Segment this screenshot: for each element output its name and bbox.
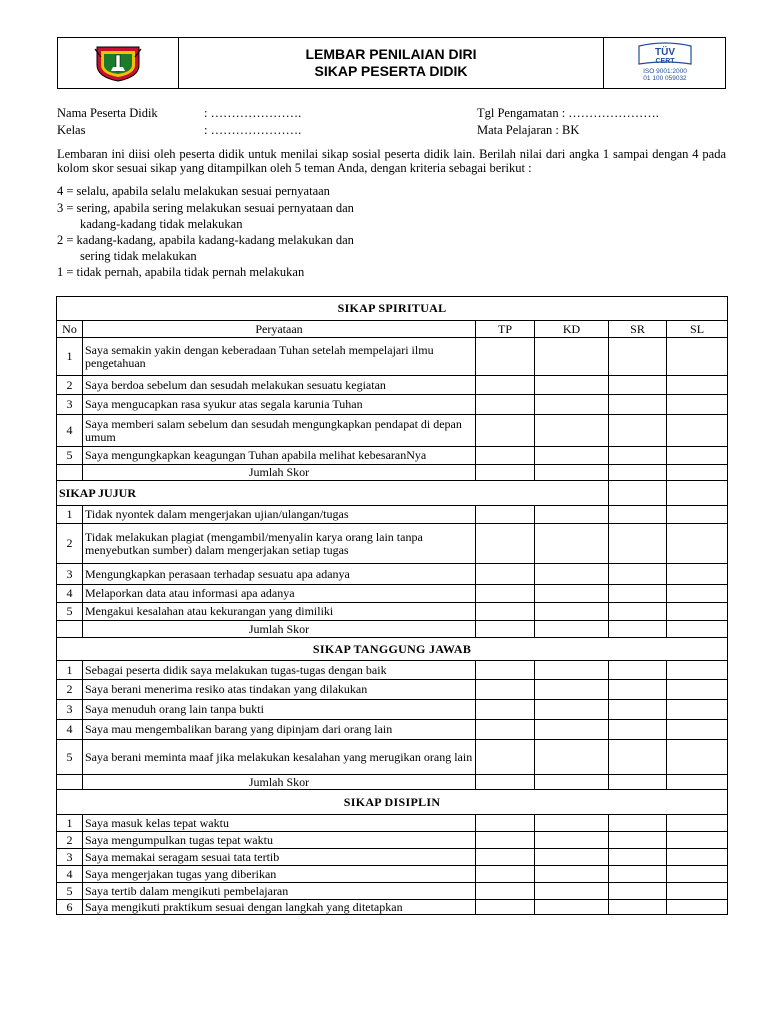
score-cell-sl[interactable]: [667, 524, 728, 564]
score-cell-kd[interactable]: [535, 900, 609, 915]
score-cell-sl[interactable]: [667, 900, 728, 915]
score-cell-kd[interactable]: [535, 849, 609, 866]
row-number: 4: [57, 720, 83, 740]
score-cell-sl[interactable]: [667, 395, 728, 415]
row-statement: Melaporkan data atau informasi apa adanya: [83, 585, 476, 603]
table-row: [57, 506, 728, 524]
score-cell-tp[interactable]: [476, 740, 535, 775]
row-statement: Saya memakai seragam sesuai tata tertib: [83, 849, 476, 866]
score-cell-sl[interactable]: [667, 661, 728, 680]
row-number: 4: [57, 415, 83, 447]
table-row: [57, 700, 728, 720]
score-cell-kd[interactable]: [535, 506, 609, 524]
kelas-label: Kelas: [57, 123, 86, 137]
table-row: [57, 338, 728, 376]
score-cell-kd[interactable]: [535, 395, 609, 415]
row-statement: Tidak melakukan plagiat (mengambil/menyalin karya orang lain tanpa menyebutkan sumber) dalam mengerjakan setiap tugas: [83, 524, 476, 564]
score-cell-kd[interactable]: [535, 603, 609, 621]
section-title-spiritual: SIKAP SPIRITUAL: [57, 297, 728, 321]
score-cell-sl[interactable]: [667, 585, 728, 603]
iso-label: ISO 9001:2000: [642, 68, 687, 75]
col-header-sl: SL: [667, 321, 728, 338]
score-cell-tp[interactable]: [476, 506, 535, 524]
score-cell-sl[interactable]: [667, 832, 728, 849]
score-cell-sl[interactable]: [667, 603, 728, 621]
score-cell-kd[interactable]: [535, 376, 609, 395]
row-number: 4: [57, 585, 83, 603]
mata-pelajaran-label: Mata Pelajaran : BK: [477, 123, 580, 137]
table-row: [57, 603, 728, 621]
score-cell-sr[interactable]: [609, 447, 667, 465]
total-row: [57, 465, 728, 481]
cert-cell: [604, 38, 725, 88]
total-row: [57, 775, 728, 790]
kelas-field[interactable]: : ………………….: [204, 123, 302, 137]
row-number: 3: [57, 700, 83, 720]
table-row: [57, 849, 728, 866]
row-number: 1: [57, 338, 83, 376]
total-cell-sl[interactable]: [667, 465, 728, 481]
col-header-sr: SR: [609, 321, 667, 338]
col-header-statement: Peryataan: [83, 321, 476, 338]
row-statement: Saya mengungkapkan keagungan Tuhan apabila melihat kebesaranNya: [83, 447, 476, 465]
score-cell-kd[interactable]: [535, 661, 609, 680]
row-number: 2: [57, 524, 83, 564]
score-cell-tp[interactable]: [476, 376, 535, 395]
score-cell-tp[interactable]: [476, 700, 535, 720]
tuv-brand: TÜV: [654, 47, 675, 58]
col-header-tp: TP: [476, 321, 535, 338]
score-cell-tp[interactable]: [476, 415, 535, 447]
table-row: [57, 900, 728, 915]
section-header-row: [57, 790, 728, 815]
table-row: [57, 815, 728, 832]
score-cell-sl[interactable]: [667, 415, 728, 447]
score-cell-sl[interactable]: [667, 740, 728, 775]
score-cell-sr[interactable]: [609, 883, 667, 900]
score-cell-kd[interactable]: [535, 866, 609, 883]
total-cell-sr[interactable]: [609, 621, 667, 638]
score-cell-kd[interactable]: [535, 680, 609, 700]
score-cell-kd[interactable]: [535, 524, 609, 564]
table-row: [57, 564, 728, 585]
total-cell-sr[interactable]: [609, 465, 667, 481]
criteria-3: 3 = sering, apabila sering melakukan sesuai pernyataan dan: [57, 201, 354, 215]
score-cell-tp[interactable]: [476, 883, 535, 900]
score-cell-sr[interactable]: [609, 415, 667, 447]
col-header-no: No: [57, 321, 83, 338]
logo-cell: [58, 38, 179, 88]
score-cell-sl[interactable]: [667, 338, 728, 376]
row-number: 5: [57, 883, 83, 900]
table-row: [57, 447, 728, 465]
row-number: 4: [57, 866, 83, 883]
score-cell-sr[interactable]: [609, 524, 667, 564]
row-number: 1: [57, 815, 83, 832]
section-header-row: [57, 297, 728, 321]
row-statement: Mengungkapkan perasaan terhadap sesuatu apa adanya: [83, 564, 476, 585]
score-cell-tp[interactable]: [476, 900, 535, 915]
score-cell-kd[interactable]: [535, 700, 609, 720]
total-cell-kd[interactable]: [535, 465, 609, 481]
nama-label: Nama Peserta Didik: [57, 106, 158, 120]
total-cell-sl[interactable]: [667, 621, 728, 638]
total-cell-kd[interactable]: [535, 775, 609, 790]
total-cell-tp[interactable]: [476, 465, 535, 481]
criteria-2: 2 = kadang-kadang, apabila kadang-kadang melakukan dan: [57, 233, 354, 247]
tuv-sub: CERT: [654, 58, 675, 65]
score-cell-sl[interactable]: [667, 815, 728, 832]
score-cell-sl[interactable]: [667, 720, 728, 740]
criteria-1: 1 = tidak pernah, apabila tidak pernah melakukan: [57, 265, 305, 279]
score-cell-kd[interactable]: [535, 832, 609, 849]
row-statement: Saya mengikuti praktikum sesuai dengan langkah yang ditetapkan: [83, 900, 476, 915]
score-cell-sr[interactable]: [609, 564, 667, 585]
row-statement: Saya masuk kelas tepat waktu: [83, 815, 476, 832]
score-cell-sl[interactable]: [667, 849, 728, 866]
row-statement: Saya mengumpulkan tugas tepat waktu: [83, 832, 476, 849]
row-statement: Saya semakin yakin dengan keberadaan Tuhan setelah mempelajari ilmu pengetahuan: [83, 338, 476, 376]
assessment-table: [56, 296, 728, 915]
score-cell-sr[interactable]: [609, 740, 667, 775]
score-cell-sl[interactable]: [667, 700, 728, 720]
score-cell-kd[interactable]: [535, 415, 609, 447]
score-cell-kd[interactable]: [535, 720, 609, 740]
row-statement: Saya berani meminta maaf jika melakukan kesalahan yang merugikan orang lain: [83, 740, 476, 775]
table-row: [57, 832, 728, 849]
table-row: [57, 883, 728, 900]
section-header-row: [57, 481, 728, 506]
score-cell-sr[interactable]: [609, 866, 667, 883]
tuv-cert-logo: [629, 42, 701, 84]
table-row: [57, 866, 728, 883]
score-cell-kd[interactable]: [535, 740, 609, 775]
score-cell-tp[interactable]: [476, 447, 535, 465]
score-cell-sr[interactable]: [609, 849, 667, 866]
score-cell-sl[interactable]: [667, 680, 728, 700]
cert-number: 01 100 059032: [642, 75, 687, 82]
row-statement: Saya menuduh orang lain tanpa bukti: [83, 700, 476, 720]
table-row: [57, 740, 728, 775]
regional-emblem-icon: [93, 43, 143, 83]
row-statement: Saya mengucapkan rasa syukur atas segala karunia Tuhan: [83, 395, 476, 415]
row-statement: Saya mengerjakan tugas yang diberikan: [83, 866, 476, 883]
row-number: 1: [57, 661, 83, 680]
total-row: [57, 621, 728, 638]
total-cell-sr[interactable]: [609, 775, 667, 790]
score-cell-sr[interactable]: [609, 815, 667, 832]
score-cell-tp[interactable]: [476, 680, 535, 700]
score-cell-tp[interactable]: [476, 661, 535, 680]
section-title-tanggung-jawab: SIKAP TANGGUNG JAWAB: [57, 638, 728, 661]
table-row: [57, 376, 728, 395]
score-cell-sr[interactable]: [609, 603, 667, 621]
table-row: [57, 415, 728, 447]
table-row: [57, 680, 728, 700]
criteria-4: 4 = selalu, apabila selalu melakukan sesuai pernyataan: [57, 184, 330, 198]
column-header-row: [57, 321, 728, 338]
row-number: 3: [57, 564, 83, 585]
table-row: [57, 720, 728, 740]
section-title-disiplin: SIKAP DISIPLIN: [57, 790, 728, 815]
row-number: 2: [57, 376, 83, 395]
score-cell-tp[interactable]: [476, 720, 535, 740]
total-cell-tp[interactable]: [476, 621, 535, 638]
score-cell-sr[interactable]: [609, 680, 667, 700]
score-cell-kd[interactable]: [535, 447, 609, 465]
score-cell-tp[interactable]: [476, 603, 535, 621]
score-cell-tp[interactable]: [476, 815, 535, 832]
row-statement: Saya berdoa sebelum dan sesudah melakukan sesuatu kegiatan: [83, 376, 476, 395]
table-row: [57, 585, 728, 603]
form-title-line2: SIKAP PESERTA DIDIK: [314, 63, 468, 79]
score-cell-sr[interactable]: [609, 338, 667, 376]
row-statement: Tidak nyontek dalam mengerjakan ujian/ulangan/tugas: [83, 506, 476, 524]
row-number: 1: [57, 506, 83, 524]
score-cell-sl[interactable]: [667, 883, 728, 900]
score-cell-sl[interactable]: [667, 866, 728, 883]
row-number: 5: [57, 740, 83, 775]
nama-field[interactable]: : ………………….: [204, 106, 302, 120]
table-row: [57, 395, 728, 415]
score-cell-tp[interactable]: [476, 832, 535, 849]
score-cell-sr[interactable]: [609, 506, 667, 524]
total-label: Jumlah Skor: [83, 775, 476, 790]
table-row: [57, 661, 728, 680]
row-number: 3: [57, 849, 83, 866]
score-cell-tp[interactable]: [476, 338, 535, 376]
row-number: 2: [57, 680, 83, 700]
row-statement: Saya berani menerima resiko atas tindakan yang dilakukan: [83, 680, 476, 700]
criteria-3-cont: kadang-kadang tidak melakukan: [80, 217, 243, 231]
score-cell-sl[interactable]: [667, 376, 728, 395]
score-cell-sr[interactable]: [609, 395, 667, 415]
score-cell-kd[interactable]: [535, 883, 609, 900]
score-cell-kd[interactable]: [535, 585, 609, 603]
row-statement: Sebagai peserta didik saya melakukan tugas-tugas dengan baik: [83, 661, 476, 680]
row-number: 5: [57, 447, 83, 465]
score-cell-tp[interactable]: [476, 849, 535, 866]
row-number: 6: [57, 900, 83, 915]
score-cell-sl[interactable]: [667, 447, 728, 465]
row-number: 2: [57, 832, 83, 849]
score-cell-tp[interactable]: [476, 524, 535, 564]
table-row: [57, 524, 728, 564]
score-cell-sl[interactable]: [667, 564, 728, 585]
score-cell-sr[interactable]: [609, 585, 667, 603]
total-cell-tp[interactable]: [476, 775, 535, 790]
total-cell-sl[interactable]: [667, 775, 728, 790]
form-title: [179, 38, 604, 88]
score-cell-sr[interactable]: [609, 832, 667, 849]
score-cell-kd[interactable]: [535, 815, 609, 832]
tgl-pengamatan-field[interactable]: Tgl Pengamatan : ………………….: [477, 106, 659, 120]
total-label: Jumlah Skor: [83, 465, 476, 481]
score-cell-kd[interactable]: [535, 338, 609, 376]
section-header-row: [57, 638, 728, 661]
score-cell-sr[interactable]: [609, 661, 667, 680]
score-cell-tp[interactable]: [476, 564, 535, 585]
score-cell-sl[interactable]: [667, 506, 728, 524]
score-cell-sr[interactable]: [609, 376, 667, 395]
row-statement: Saya memberi salam sebelum dan sesudah mengungkapkan pendapat di depan umum: [83, 415, 476, 447]
score-cell-tp[interactable]: [476, 585, 535, 603]
form-header: [57, 37, 726, 89]
total-cell-kd[interactable]: [535, 621, 609, 638]
row-number: 5: [57, 603, 83, 621]
score-cell-sr[interactable]: [609, 720, 667, 740]
section-title-jujur: SIKAP JUJUR: [57, 481, 609, 506]
form-title-line1: LEMBAR PENILAIAN DIRI: [305, 46, 477, 62]
score-cell-kd[interactable]: [535, 564, 609, 585]
col-header-kd: KD: [535, 321, 609, 338]
criteria-2-cont: sering tidak melakukan: [80, 249, 197, 263]
instructions-text: Lembaran ini diisi oleh peserta didik untuk menilai sikap sosial peserta didik lain. Berilah nilai dari angka 1 sampai dengan 4 pada kolom skor sesuai sikap yang ditampilkan oleh 5 teman Anda, dengan kriteria sebagai berikut :: [57, 147, 726, 175]
score-cell-tp[interactable]: [476, 395, 535, 415]
score-cell-sr[interactable]: [609, 700, 667, 720]
row-statement: Saya mau mengembalikan barang yang dipinjam dari orang lain: [83, 720, 476, 740]
score-cell-tp[interactable]: [476, 866, 535, 883]
row-statement: Mengakui kesalahan atau kekurangan yang dimiliki: [83, 603, 476, 621]
total-label: Jumlah Skor: [83, 621, 476, 638]
row-number: 3: [57, 395, 83, 415]
row-statement: Saya tertib dalam mengikuti pembelajaran: [83, 883, 476, 900]
score-cell-sr[interactable]: [609, 900, 667, 915]
